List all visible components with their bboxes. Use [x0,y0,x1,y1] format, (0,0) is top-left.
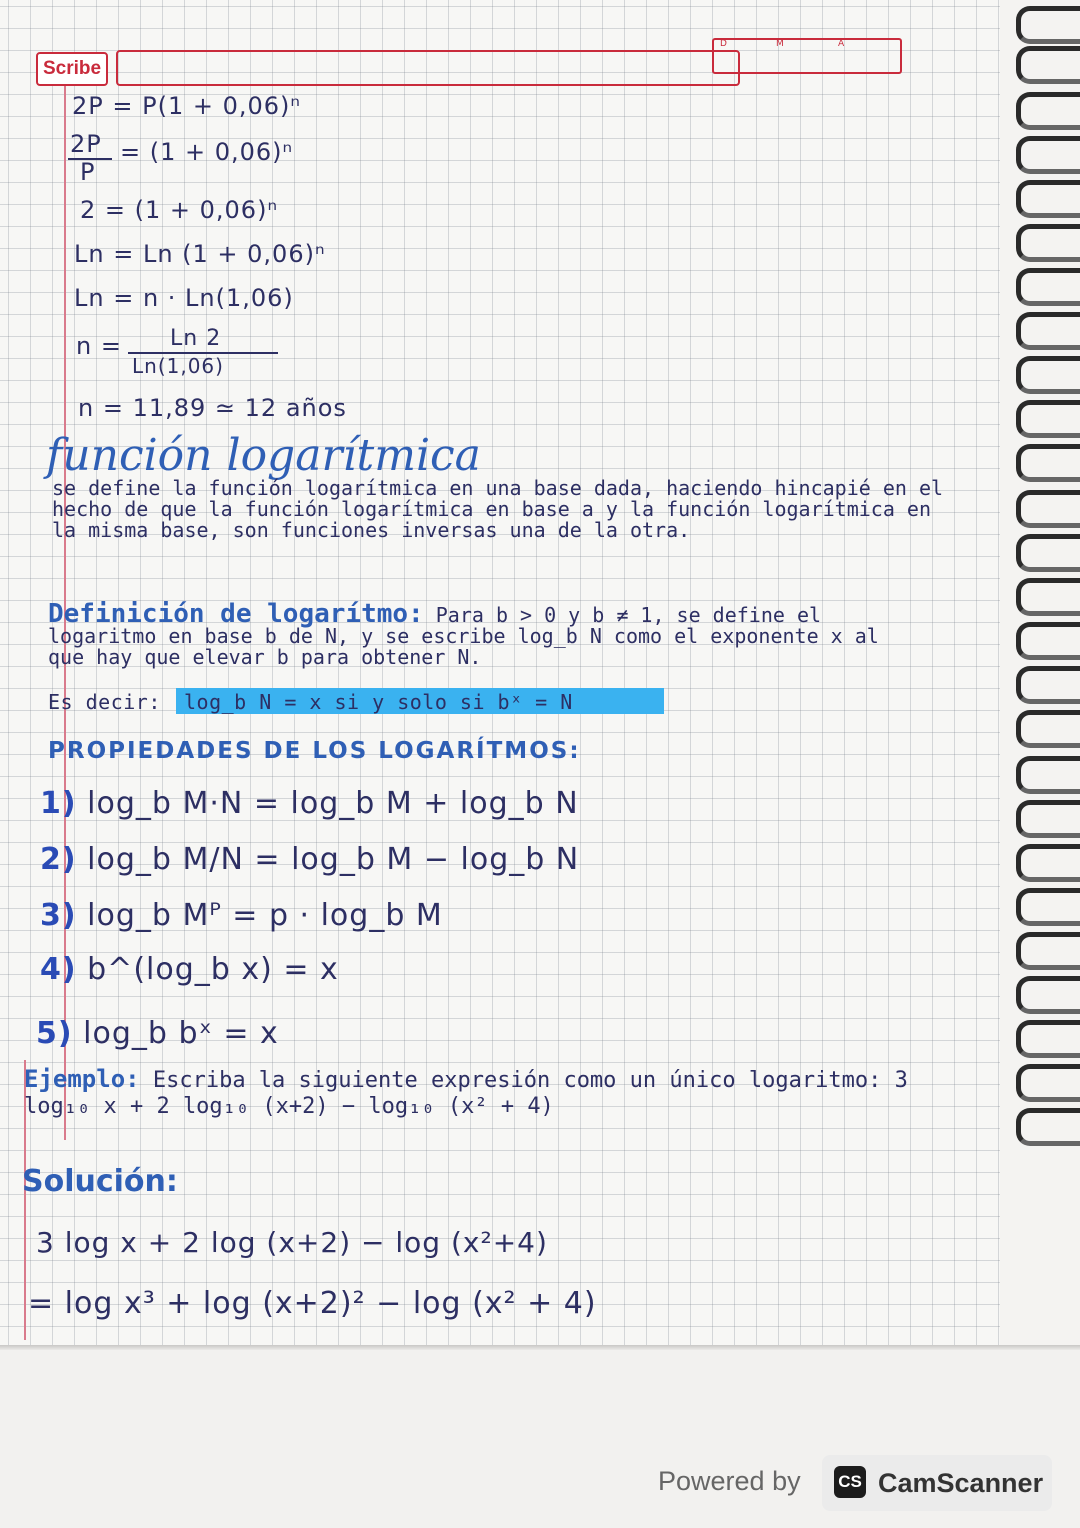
powered-by-text: Powered by [658,1466,801,1496]
calc-line-6-num: Ln 2 [170,326,222,351]
calc-line-2-rest: = (1 + 0,06)ⁿ [120,138,294,166]
property-4 [40,952,339,987]
spiral-binding [1008,0,1080,1200]
section-title: función logarítmica [46,430,481,481]
calc-line-2-den: P [80,158,96,186]
property-2 [40,842,579,877]
property-text: log_b Mᴾ = p · log_b M [87,898,443,933]
definition-heading: Definición de logarítmo: [48,599,424,629]
definition-paragraph [48,599,908,669]
calc-line-6-lhs: n = [76,332,122,360]
date-year-label: A [838,39,845,49]
property-number: 2) [40,842,77,877]
camscanner-brand: CamScanner [878,1468,1044,1498]
properties-heading: PROPIEDADES DE LOS LOGARÍTMOS: [48,738,581,764]
calc-line-2-num: 2P [70,130,102,158]
property-number: 3) [40,898,77,933]
property-text: log_b bˣ = x [83,1016,279,1051]
camscanner-badge [822,1455,1052,1511]
example-paragraph [24,1066,974,1120]
example-text: Escriba la siguiente expresión como un único logaritmo: 3 log₁₀ x + 2 log₁₀ (x+2) − log₁₀ (x² + 4) [24,1068,908,1119]
calc-line-1: 2P = P(1 + 0,06)ⁿ [72,92,301,120]
solution-heading: Solución: [22,1164,178,1199]
example-label: Ejemplo: [24,1065,140,1093]
section-intro: se define la función logarítmica en una base dada, haciendo hincapié en el hecho de que la función logarítmica en base a y la función logarítmica en la misma base, son funciones inversas una de la otra. [52,476,944,542]
definition-text: Para b > 0 y b ≠ 1, se define el logaritmo en base b de N, y se escribe log_b N como el exponente x al que hay que elevar b para obtener N. [48,603,879,669]
title-box [116,50,740,86]
property-5 [36,1016,279,1051]
property-number: 5) [36,1016,73,1051]
definition-highlight-text: log_b N = x si y solo si bˣ = N [184,690,573,714]
date-day-label: D [720,39,727,49]
property-text: log_b M/N = log_b M − log_b N [87,842,580,877]
calc-result: n = 11,89 ≃ 12 años [78,394,347,422]
date-box [712,38,902,74]
scribe-logo: Scribe [36,52,108,86]
solution-line-1: 3 log x + 2 log (x+2) − log (x²+4) [36,1226,548,1259]
property-number: 4) [40,952,77,987]
property-text: log_b M·N = log_b M + log_b N [87,786,579,821]
page-header [36,39,900,88]
solution-line-2: = log x³ + log (x+2)² − log (x² + 4) [28,1286,597,1321]
es-decir-label: Es decir: [48,690,161,714]
property-number: 1) [40,786,77,821]
calc-line-6-den: Ln(1,06) [132,354,224,378]
date-month-label: M [776,39,784,49]
property-1 [40,786,579,821]
property-3 [40,898,443,933]
camscanner-logo-icon: CS [834,1466,866,1498]
calc-line-5: Ln = n · Ln(1,06) [74,284,294,312]
calc-line-3: 2 = (1 + 0,06)ⁿ [80,196,278,224]
property-text: b^(log_b x) = x [87,952,339,987]
calc-line-4: Ln = Ln (1 + 0,06)ⁿ [74,240,326,268]
